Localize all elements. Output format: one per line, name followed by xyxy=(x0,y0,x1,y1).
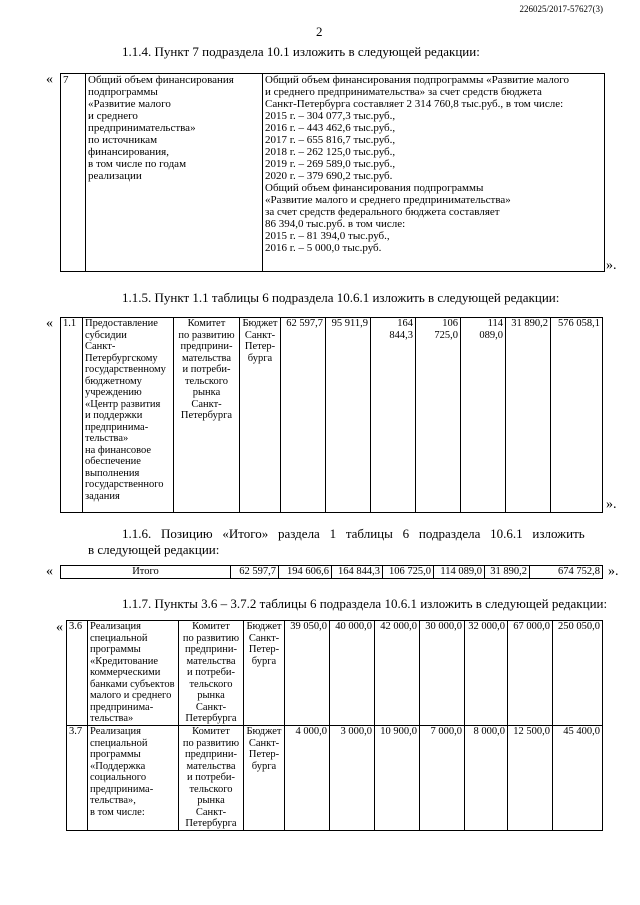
value-cell: 8 000,0 xyxy=(465,726,508,831)
table-row xyxy=(61,566,603,579)
value-cell-total: 250 050,0 xyxy=(553,621,603,726)
table-items-3-6-3-7 xyxy=(66,620,603,831)
section-1-1-4-heading: 1.1.4. Пункт 7 подраздела 10.1 изложить в следующей редакции: xyxy=(122,44,480,59)
document-number: 226025/2017-57627(3) xyxy=(519,4,603,14)
open-quote: « xyxy=(46,72,53,87)
value-cell: 10 900,0 xyxy=(375,726,420,831)
open-quote: « xyxy=(56,620,63,635)
value-cell: 7 000,0 xyxy=(420,726,465,831)
table-row xyxy=(61,318,603,513)
item-number: 1.1 xyxy=(61,318,83,513)
value-cell: 3 000,0 xyxy=(330,726,375,831)
section-1-1-7-heading: 1.1.7. Пункты 3.6 – 3.7.2 таблицы 6 подраздела 10.6.1 изложить в следующей редакции: xyxy=(122,596,608,611)
item-name: Предоставление субсидии Санкт- Петербургскому государственному бюджетному учреждению «Центр развития и поддержки предпринима- тельства» на финансовое обеспечение выполнения государственного задания xyxy=(83,318,174,513)
value-cell: 194 606,6 xyxy=(279,566,332,579)
item-number: 3.7 xyxy=(67,726,88,831)
close-quote: ». xyxy=(606,258,617,273)
value-cell: 114 089,0 xyxy=(461,318,506,513)
item-source: Бюджет Санкт- Петер- бурга xyxy=(244,621,285,726)
value-cell: 32 000,0 xyxy=(465,621,508,726)
open-quote: « xyxy=(46,564,53,579)
item-executor: Комитет по развитию предприни- мательства и потреби- тельского рынка Санкт- Петербурга xyxy=(179,621,244,726)
value-cell: 164 844,3 xyxy=(332,566,383,579)
item-number: 3.6 xyxy=(67,621,88,726)
value-cell: 67 000,0 xyxy=(508,621,553,726)
value-cell: 42 000,0 xyxy=(375,621,420,726)
page-number: 2 xyxy=(316,24,323,39)
row-content: Общий объем финансирования подпрограммы «Развитие малого и среднего предпринимательства» за счет средств бюджета Санкт-Петербурга составляет 2 314 760,8 тыс.руб., в том числе: 2015 г. – 304 077,3 тыс.руб., 2016 г. – 443 462,6 тыс.руб., 2017 г. – 655 816,7 тыс.руб., 2018 г. – 262 125,0 тыс.руб., 2019 г. – 269 589,0 тыс.руб., 2020 г. – 379 690,2 тыс.руб. Общий объем финансирования подпрограммы «Развитие малого и среднего предпринимательства» за счет средств федерального бюджета составляет 86 394,0 тыс.руб. в том числе: 2015 г. – 81 394,0 тыс.руб., 2016 г. – 5 000,0 тыс.руб. xyxy=(263,74,605,272)
item-executor: Комитет по развитию предприни- мательства и потреби- тельского рынка Санкт- Петербурга xyxy=(174,318,240,513)
value-cell: 62 597,7 xyxy=(281,318,326,513)
value-cell: 95 911,9 xyxy=(326,318,371,513)
table-total xyxy=(60,565,603,579)
value-cell: 31 890,2 xyxy=(506,318,551,513)
table-row xyxy=(67,726,603,831)
value-cell: 12 500,0 xyxy=(508,726,553,831)
value-cell: 40 000,0 xyxy=(330,621,375,726)
total-label: Итого xyxy=(61,566,231,579)
close-quote: ». xyxy=(608,564,619,579)
value-cell: 114 089,0 xyxy=(434,566,485,579)
value-cell: 4 000,0 xyxy=(285,726,330,831)
value-cell: 106 725,0 xyxy=(383,566,434,579)
value-cell: 62 597,7 xyxy=(231,566,279,579)
item-name: Реализация специальной программы «Поддержка социального предпринима- тельства», в том числе: xyxy=(88,726,179,831)
value-cell: 30 000,0 xyxy=(420,621,465,726)
value-cell: 106 725,0 xyxy=(416,318,461,513)
table-row xyxy=(61,74,605,272)
value-cell-total: 674 752,8 xyxy=(530,566,603,579)
close-quote: ». xyxy=(606,497,617,512)
value-cell: 31 890,2 xyxy=(485,566,530,579)
open-quote: « xyxy=(46,316,53,331)
item-source: Бюджет Санкт- Петер- бурга xyxy=(244,726,285,831)
table-item-1-1 xyxy=(60,317,603,513)
row-label: Общий объем финансирования подпрограммы «Развитие малого и среднего предпринимательства» по источникам финансирования, в том числе по годам реализации xyxy=(86,74,263,272)
table-program-financing xyxy=(60,73,605,272)
value-cell: 164 844,3 xyxy=(371,318,416,513)
value-cell: 39 050,0 xyxy=(285,621,330,726)
item-name: Реализация специальной программы «Кредитование коммерческими банками субъектов малого и среднего предпринима- тельства» xyxy=(88,621,179,726)
row-number: 7 xyxy=(61,74,86,272)
table-row xyxy=(67,621,603,726)
item-source: Бюджет Санкт- Петер- бурга xyxy=(240,318,281,513)
item-executor: Комитет по развитию предприни- мательства и потреби- тельского рынка Санкт- Петербурга xyxy=(179,726,244,831)
value-cell-total: 576 058,1 xyxy=(551,318,603,513)
section-1-1-6-heading-cont: в следующей редакции: xyxy=(88,542,220,557)
value-cell-total: 45 400,0 xyxy=(553,726,603,831)
section-1-1-5-heading: 1.1.5. Пункт 1.1 таблицы 6 подраздела 10.6.1 изложить в следующей редакции: xyxy=(122,290,560,305)
section-1-1-6-heading: 1.1.6. Позицию «Итого» раздела 1 таблицы 6 подраздела 10.6.1 изложить xyxy=(122,526,585,541)
